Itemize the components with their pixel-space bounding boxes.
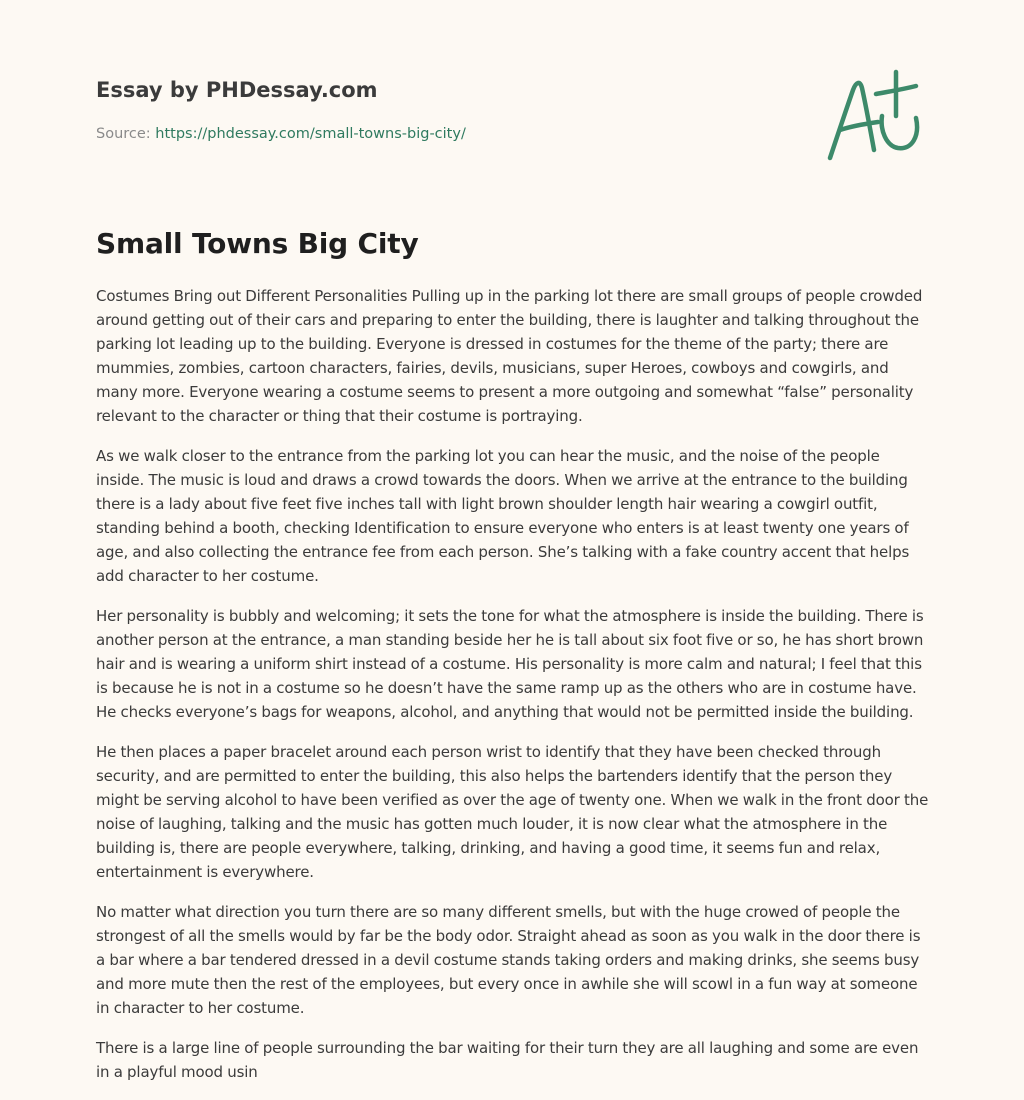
essay-paragraph: Her personality is bubbly and welcoming; it sets the tone for what the atmosphere is inside the building. There is another person at the entrance, a man standing beside her he is tall about six foot five or so, he has short brown hair and is wearing a uniform shirt instead of a costume. His personality is more calm and natural; I feel that this is because he is not in a costume so he doesn’t have the same ramp up as the others who are in costume have. He checks everyone’s bags for weapons, alcohol, and anything that would not be permitted inside the building. bbox=[96, 607, 924, 721]
essay-paragraph: There is a large line of people surrounding the bar waiting for their turn they are all laughing and some are even in a playful mood usin bbox=[96, 1039, 919, 1081]
essay-paragraph: He then places a paper bracelet around each person wrist to identify that they have been checked through security, and are permitted to enter the building, this also helps the bartenders identify that the person they might be serving alcohol to have been verified as over the age of twenty one. When we walk in the front door the noise of laughing, talking and the music has gotten much louder, it is now clear what the atmosphere in the building is, there are people everywhere, talking, drinking, and having a good time, it seems fun and relax, entertainment is everywhere. bbox=[96, 743, 929, 881]
source-line bbox=[96, 124, 736, 144]
source-label: Source: bbox=[96, 126, 151, 142]
essay-paragraph: As we walk closer to the entrance from the parking lot you can hear the music, and the noise of the people inside. The music is loud and draws a crowd towards the doors. When we arrive at the entrance to the building there is a lady about five feet five inches tall with light brown shoulder length hair wearing a cowgirl outfit, standing behind a booth, checking Identification to ensure everyone who enters is at least twenty one years of age, and also collecting the entrance fee from each person. She’s talking with a fake country accent that helps add character to her costume. bbox=[96, 447, 910, 585]
site-title: Essay by PHDessay.com bbox=[96, 78, 378, 102]
a-plus-logo-icon bbox=[820, 66, 930, 166]
source-link[interactable]: https://phdessay.com/small-towns-big-city/ bbox=[155, 126, 466, 142]
essay-paragraph: Costumes Bring out Different Personalities Pulling up in the parking lot there are small groups of people crowded around getting out of their cars and preparing to enter the building, there is laughter and talking throughout the parking lot leading up to the building. Everyone is dressed in costumes for the theme of the party; there are mummies, zombies, cartoon characters, fairies, devils, musicians, super Heroes, cowboys and cowgirls, and many more. Everyone wearing a costume seems to present a more outgoing and somewhat “false” personality relevant to the character or thing that their costume is portraying. bbox=[96, 287, 923, 425]
essay-body bbox=[96, 284, 932, 1100]
site-header bbox=[96, 74, 736, 144]
essay-title: Small Towns Big City bbox=[96, 227, 419, 260]
essay-paragraph: No matter what direction you turn there are so many different smells, but with the huge crowed of people the strongest of all the smells would by far be the body odor. Straight ahead as soon as you walk in the door there is a bar where a bar tendered dressed in a devil costume stands taking orders and making drinks, she seems busy and more mute then the rest of the employees, but every once in awhile she will scowl in a fun way at someone in character to her costume. bbox=[96, 903, 921, 1017]
